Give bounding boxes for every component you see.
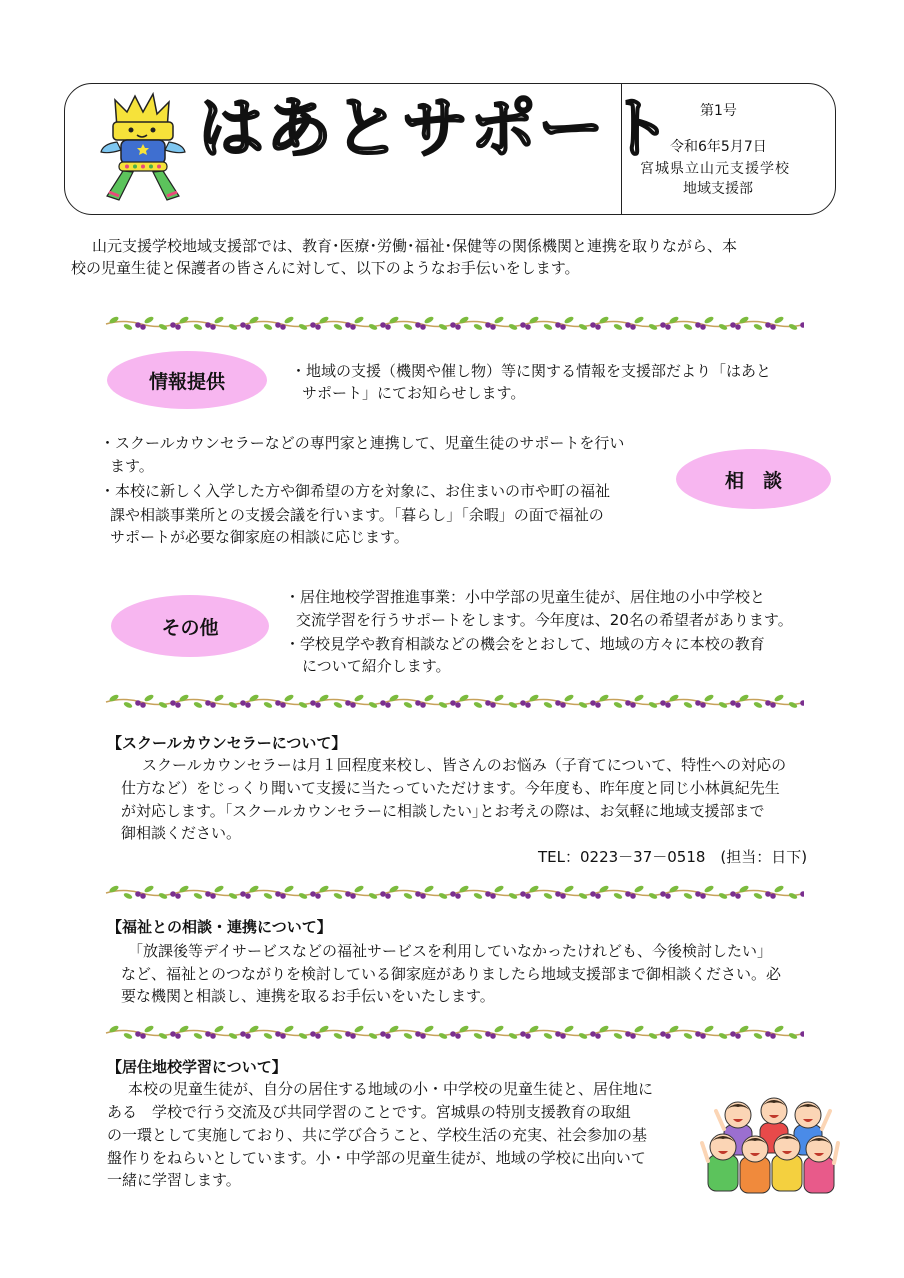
other-line-3: ・学校見学や教育相談などの機会をとおして、地域の方々に本校の教育 — [285, 635, 765, 653]
counselor-line-2: 仕方など）をじっくり聞いて支援に当たっていただけます。今年度も、昨年度と同じ小林眞紀先生 — [121, 779, 780, 797]
school-name: 宮城県立山元支援学校 — [640, 161, 790, 177]
residence-line-4: 盤作りをねらいとしています。小・中学部の児童生徒が、地域の学校に出向いて — [107, 1149, 646, 1167]
consult-service-label: 相 談 — [724, 469, 782, 492]
info-line-2: サポート」にてお知らせします。 — [302, 384, 526, 402]
info-service-label: 情報提供 — [148, 370, 225, 393]
info-line-1: ・地域の支援（機関や催し物）等に関する情報を支援部だより「はあと — [291, 362, 772, 380]
welfare-line-2: など、福祉とのつながりを検討している御家庭がありましたら地域支援部まで御相談ください。必 — [121, 965, 782, 983]
residence-heading: 【居住地校学習について】 — [107, 1058, 287, 1076]
issue-date: 令和6年5月7日 — [670, 139, 767, 155]
vine-divider — [104, 691, 804, 711]
other-service-badge — [111, 595, 269, 657]
welfare-line-1: 「放課後等デイサービスなどの福祉サービスを利用していなかったけれども、今後検討したい」 — [128, 942, 772, 960]
counselor-heading: 【スクールカウンセラーについて】 — [107, 734, 347, 752]
vine-divider — [104, 882, 804, 902]
info-service-badge — [107, 351, 267, 409]
other-line-2: 交流学習を行うサポートをします。今年度は、20名の希望者があります。 — [296, 611, 793, 629]
counselor-line-3: が対応します。｢スクールカウンセラーに相談したい｣とお考えの際は、お気軽に地域支援部まで — [121, 802, 765, 820]
counselor-line-4: 御相談ください。 — [121, 824, 242, 842]
mascot-illustration — [95, 92, 191, 204]
counselor-contact: TEL：0223－37－0518 (担当：日下) — [538, 848, 808, 866]
consult-service-badge — [676, 449, 831, 509]
consult-line-1: ・スクールカウンセラーなどの専門家と連携して、児童生徒のサポートを行い — [100, 434, 625, 452]
newsletter-title: はあとサポート — [198, 90, 674, 167]
consult-line-5: サポートが必要な御家庭の相談に応じます。 — [110, 528, 409, 546]
children-illustration — [700, 1085, 840, 1197]
intro-line-1: 山元支援学校地域支援部では、教育･医療･労働･福祉･保健等の関係機関と連携を取りながら、本 — [92, 237, 738, 255]
vine-divider — [104, 313, 804, 333]
consult-line-4: 課や相談事業所との支援会議を行います。｢暮らし｣「余暇」の面で福祉の — [110, 506, 604, 524]
intro-line-2: 校の児童生徒と保護者の皆さんに対して、以下のようなお手伝いをします。 — [71, 259, 580, 277]
issue-number: 第1号 — [700, 103, 737, 119]
consult-line-3: ・本校に新しく入学した方や御希望の方を対象に、お住まいの市や町の福祉 — [100, 482, 611, 500]
residence-line-5: 一緒に学習します。 — [107, 1171, 241, 1189]
vine-divider — [104, 1022, 804, 1042]
residence-line-1: 本校の児童生徒が、自分の居住する地域の小・中学校の児童生徒と、居住地に — [128, 1080, 654, 1098]
residence-line-3: の一環として実施しており、共に学び合うこと、学校生活の充実、社会参加の基 — [107, 1126, 648, 1144]
other-line-4: について紹介します。 — [302, 657, 451, 675]
department-name: 地域支援部 — [683, 181, 753, 197]
welfare-line-3: 要な機関と相談し、連携を取るお手伝いをいたします。 — [121, 987, 495, 1005]
consult-line-2: ます。 — [110, 457, 154, 475]
counselor-line-1: スクールカウンセラーは月１回程度来校し、皆さんのお悩み（子育てについて、特性への対応の — [142, 756, 787, 774]
residence-line-2: ある 学校で行う交流及び共同学習のことです。宮城県の特別支援教育の取組 — [107, 1103, 631, 1121]
welfare-heading: 【福祉との相談・連携について】 — [107, 918, 332, 936]
other-service-label: その他 — [161, 616, 219, 639]
other-line-1: ・居住地校学習推進事業：小中学部の児童生徒が、居住地の小中学校と — [285, 588, 766, 606]
